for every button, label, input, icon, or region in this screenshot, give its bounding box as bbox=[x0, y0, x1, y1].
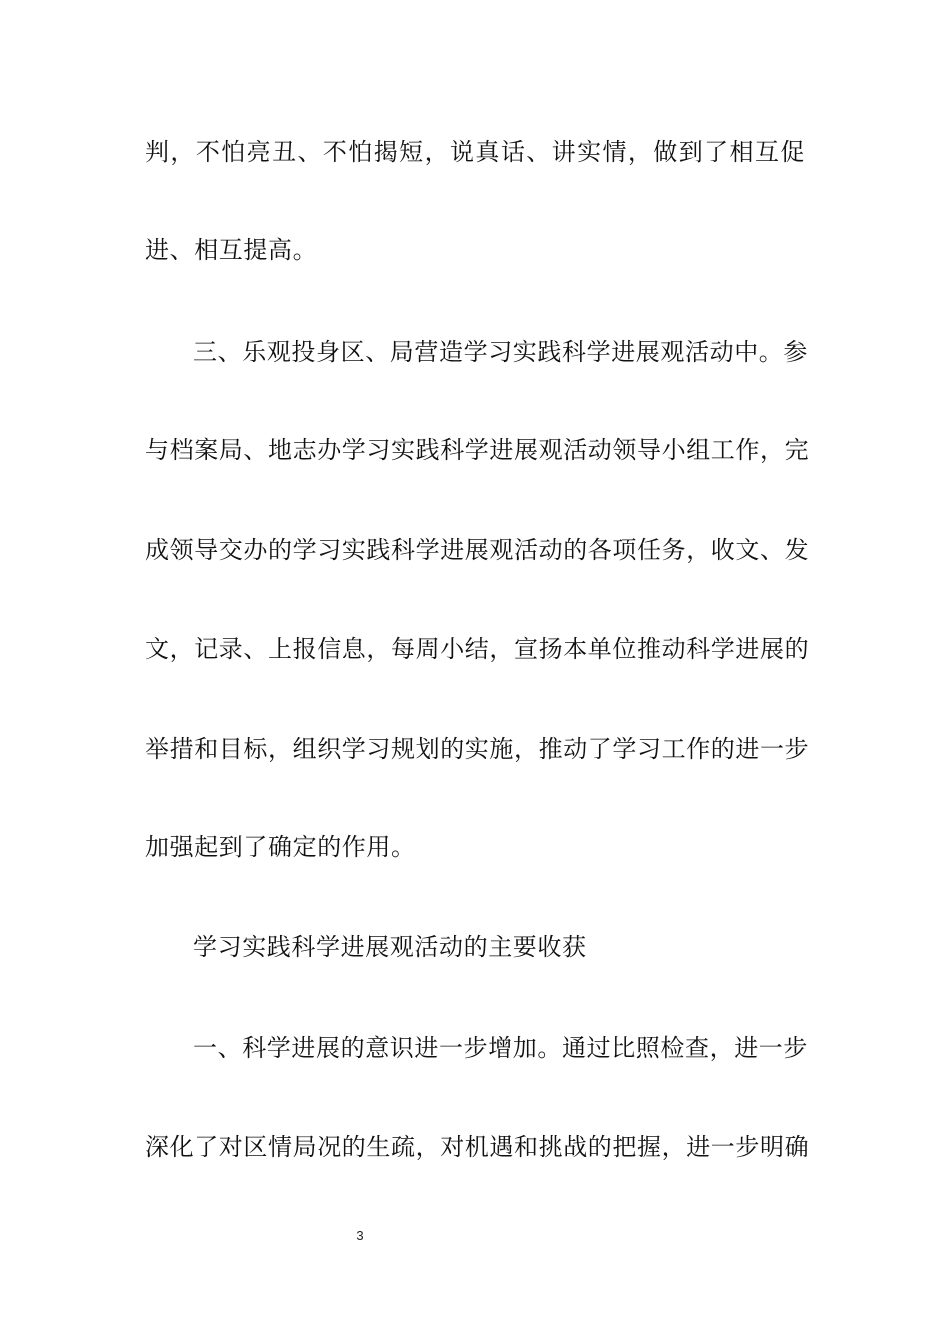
text-line-6: 文，记录、上报信息，每周小结，宣扬本单位推动科学进展的 bbox=[145, 635, 810, 663]
text-line-5: 成领导交办的学习实践科学进展观活动的各项任务，收文、发 bbox=[145, 536, 810, 564]
text-line-3: 三、乐观投身区、局营造学习实践科学进展观活动中。参 bbox=[193, 338, 808, 366]
text-line-7: 举措和目标，组织学习规划的实施，推动了学习工作的进一步 bbox=[145, 735, 810, 763]
text-line-2: 进、相互提高。 bbox=[145, 236, 318, 264]
section-heading: 学习实践科学进展观活动的主要收获 bbox=[193, 933, 587, 961]
text-line-11: 深化了对区情局况的生疏，对机遇和挑战的把握，进一步明确 bbox=[145, 1133, 810, 1161]
text-line-1: 判，不怕亮丑、不怕揭短，说真话、讲实情，做到了相互促 bbox=[145, 138, 805, 166]
text-line-10: 一、科学进展的意识进一步增加。通过比照检查，进一步 bbox=[193, 1034, 808, 1062]
text-line-4: 与档案局、地志办学习实践科学进展观活动领导小组工作，完 bbox=[145, 436, 810, 464]
text-line-8: 加强起到了确定的作用。 bbox=[145, 833, 416, 861]
page-number: 3 bbox=[356, 1228, 364, 1243]
